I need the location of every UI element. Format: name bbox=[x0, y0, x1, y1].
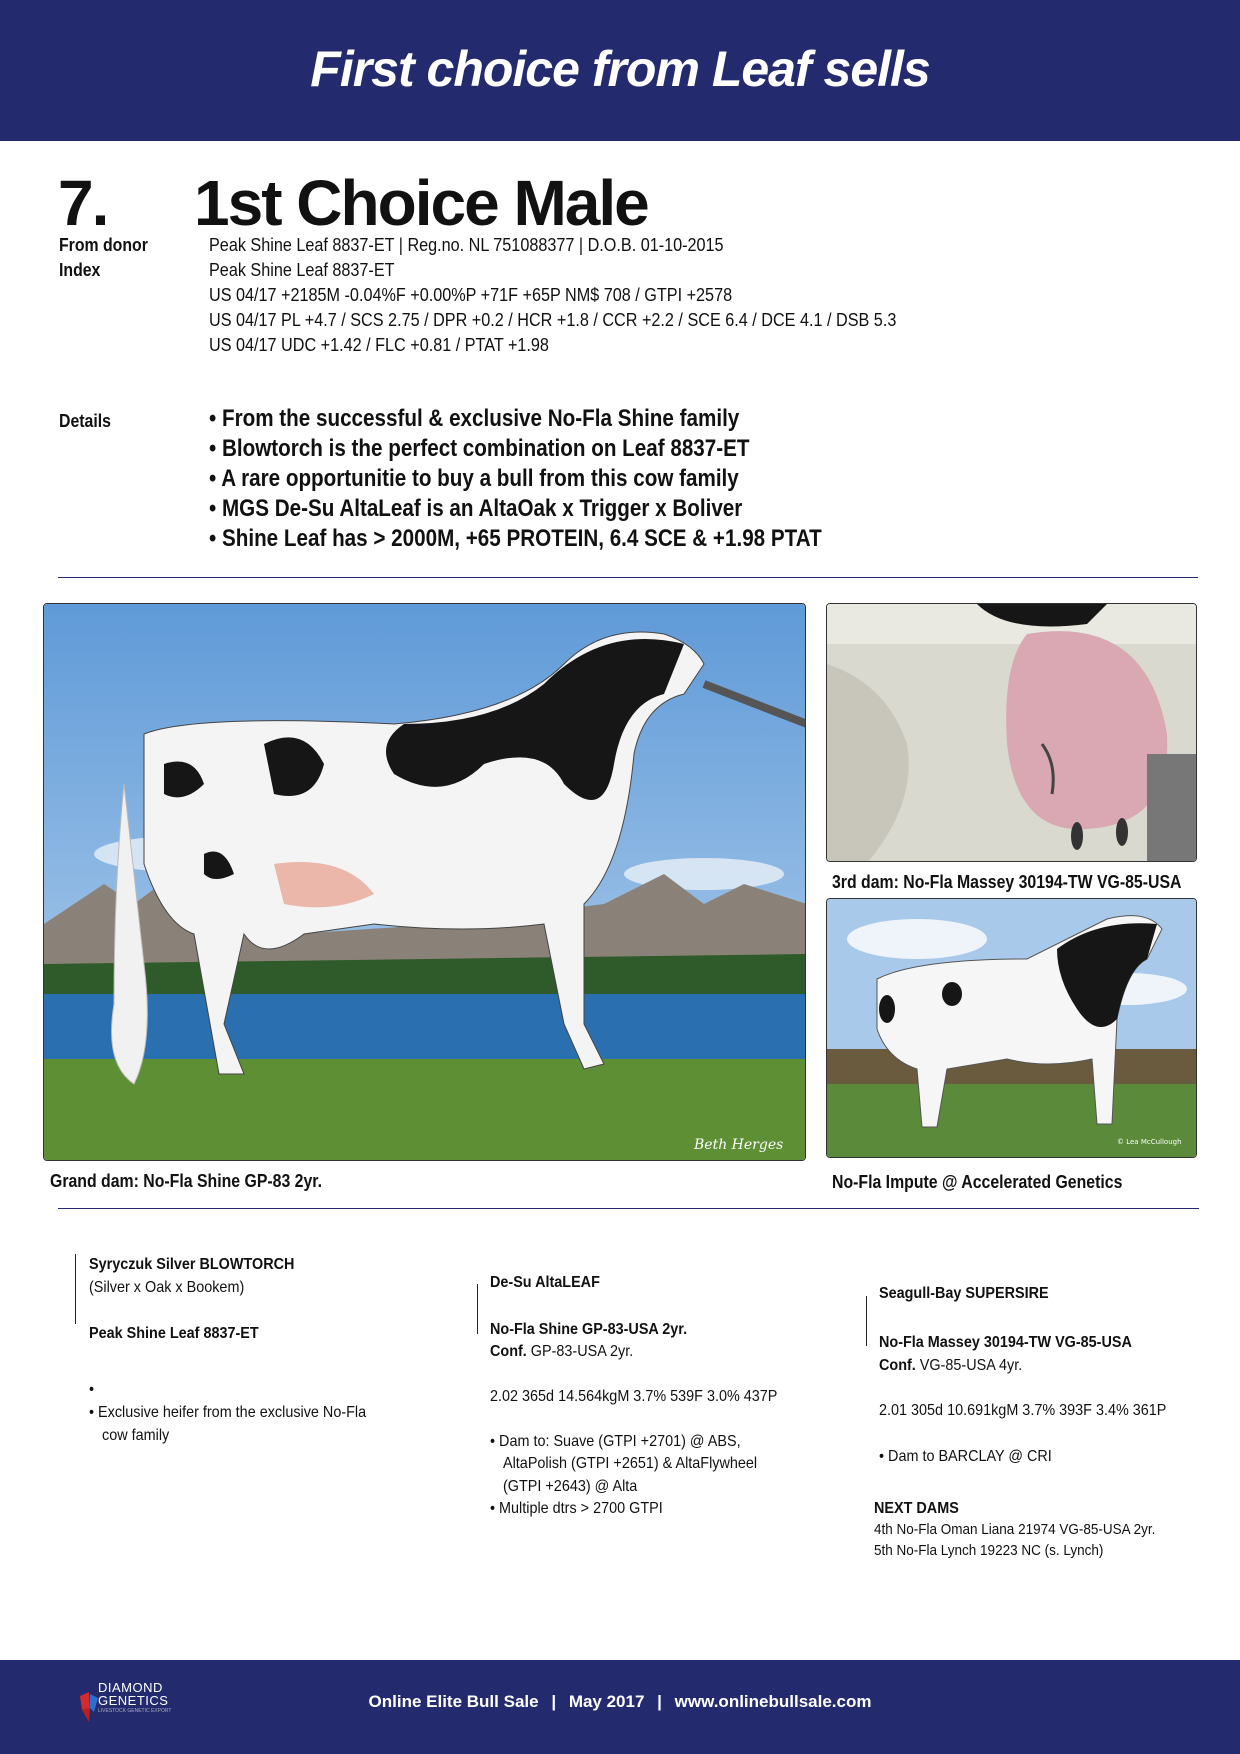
footer-date: May 2017 bbox=[568, 1692, 645, 1711]
index-line: US 04/17 +2185M -0.04%F +0.00%P +71F +65P NM$ 708 / GTPI +2578 bbox=[209, 285, 733, 305]
photo-signature: Beth Herges bbox=[694, 1137, 784, 1153]
next-dam-item: 5th No-Fla Lynch 19223 NC (s. Lynch) bbox=[874, 1542, 1104, 1559]
pedigree-bar bbox=[477, 1284, 478, 1334]
from-donor-label: From donor bbox=[59, 235, 148, 255]
pedigree-bar bbox=[866, 1296, 867, 1346]
col2-conf: Conf. GP-83-USA 2yr. bbox=[490, 1343, 634, 1360]
index-line: US 04/17 UDC +1.42 / FLC +0.81 / PTAT +1.98 bbox=[209, 335, 549, 355]
detail-item: • Shine Leaf has > 2000M, +65 PROTEIN, 6.4 SCE & +1.98 PTAT bbox=[209, 524, 822, 554]
index-label: Index bbox=[59, 260, 101, 280]
index-line: US 04/17 PL +4.7 / SCS 2.75 / DPR +0.2 / HCR +1.8 / CCR +2.2 / SCE 6.4 / DCE 4.1 / DSB 5.3 bbox=[209, 310, 897, 330]
third-dam-photo bbox=[826, 603, 1197, 862]
col1-sire-line: (Silver x Oak x Bookem) bbox=[89, 1279, 245, 1296]
donor-line: Peak Shine Leaf 8837-ET | Reg.no. NL 751088377 | D.O.B. 01-10-2015 bbox=[209, 235, 724, 255]
col1-bullet-cont: cow family bbox=[102, 1427, 170, 1444]
col1-bullet: • Exclusive heifer from the exclusive No-Fla bbox=[89, 1404, 367, 1421]
third-dam-caption: 3rd dam: No-Fla Massey 30194-TW VG-85-USA bbox=[832, 872, 1182, 892]
photo-signature: © Lea McCullough bbox=[1117, 1138, 1182, 1146]
col1-sire: Syryczuk Silver BLOWTORCH bbox=[89, 1256, 295, 1273]
lot-number: 7. bbox=[58, 167, 108, 239]
logo-text: DIAMOND bbox=[98, 1680, 163, 1695]
details-list bbox=[209, 404, 921, 554]
col3-sire: Seagull-Bay SUPERSIRE bbox=[879, 1285, 1049, 1302]
next-dam-item: 4th No-Fla Oman Liana 21974 VG-85-USA 2yr. bbox=[874, 1521, 1156, 1538]
col2-dam: No-Fla Shine GP-83-USA 2yr. bbox=[490, 1321, 688, 1338]
footer-sale: Online Elite Bull Sale bbox=[368, 1692, 539, 1711]
logo-text: GENETICS bbox=[98, 1693, 169, 1708]
col3-dam: No-Fla Massey 30194-TW VG-85-USA bbox=[879, 1334, 1132, 1351]
divider bbox=[58, 577, 1198, 578]
detail-item: • A rare opportunitie to buy a bull from this cow family bbox=[209, 464, 822, 494]
col2-bullet: • Multiple dtrs > 2700 GTPI bbox=[490, 1500, 663, 1517]
lot-title: 1st Choice Male bbox=[194, 167, 648, 239]
logo-tagline: LIVESTOCK GENETIC EXPORT bbox=[98, 1708, 172, 1714]
bull-caption: No-Fla Impute @ Accelerated Genetics bbox=[832, 1172, 1123, 1192]
col2-bullet-cont: AltaPolish (GTPI +2651) & AltaFlywheel bbox=[503, 1455, 758, 1472]
col2-bullet-cont: (GTPI +2643) @ Alta bbox=[503, 1478, 638, 1495]
next-dams-title: NEXT DAMS bbox=[874, 1500, 959, 1517]
col3-bullet: • Dam to BARCLAY @ CRI bbox=[879, 1448, 1052, 1465]
details-label: Details bbox=[59, 411, 111, 431]
detail-item: • MGS De-Su AltaLeaf is an AltaOak x Trigger x Boliver bbox=[209, 494, 822, 524]
footer-url[interactable]: www.onlinebullsale.com bbox=[674, 1692, 872, 1711]
col2-sire: De-Su AltaLEAF bbox=[490, 1274, 600, 1291]
col2-bullet: • Dam to: Suave (GTPI +2701) @ ABS, bbox=[490, 1433, 741, 1450]
page-title: First choice from Leaf sells bbox=[310, 41, 930, 97]
col1-bullet-empty: • bbox=[89, 1381, 95, 1398]
footer-separator: | bbox=[551, 1692, 557, 1711]
pedigree-bar bbox=[75, 1254, 76, 1324]
col1-dam: Peak Shine Leaf 8837-ET bbox=[89, 1325, 259, 1342]
footer-text bbox=[0, 1692, 1240, 1712]
footer-separator: | bbox=[657, 1692, 662, 1711]
bull-photo bbox=[826, 898, 1197, 1158]
col2-production: 2.02 365d 14.564kgM 3.7% 539F 3.0% 437P bbox=[490, 1388, 778, 1405]
divider bbox=[58, 1208, 1199, 1209]
col3-conf: Conf. VG-85-USA 4yr. bbox=[879, 1357, 1023, 1374]
index-line: Peak Shine Leaf 8837-ET bbox=[209, 260, 395, 280]
grand-dam-caption: Grand dam: No-Fla Shine GP-83 2yr. bbox=[50, 1171, 322, 1191]
grand-dam-photo bbox=[43, 603, 806, 1161]
col3-production: 2.01 305d 10.691kgM 3.7% 393F 3.4% 361P bbox=[879, 1402, 1167, 1419]
detail-item: • Blowtorch is the perfect combination on Leaf 8837-ET bbox=[209, 434, 822, 464]
detail-item: • From the successful & exclusive No-Fla Shine family bbox=[209, 404, 822, 434]
